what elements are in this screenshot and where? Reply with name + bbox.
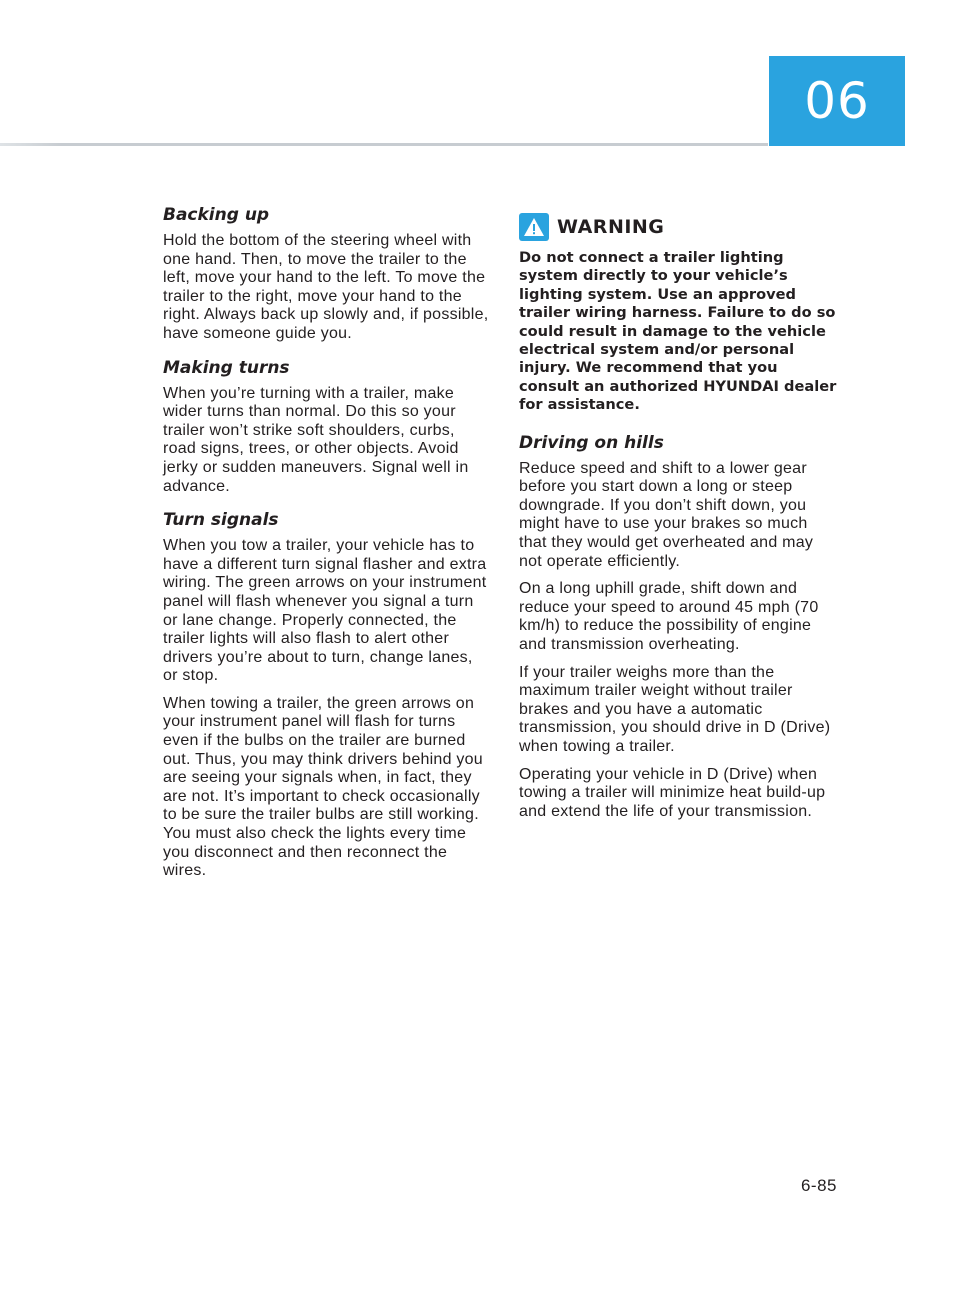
paragraph: Reduce speed and shift to a lower gear before you start down a long or steep downgrade. If you don’t shift down, you might have to use your brakes so much that they would get overheated and may not operate efficiently. xyxy=(519,459,814,570)
heading-turn-signals: Turn signals xyxy=(163,510,279,531)
section-backing-up xyxy=(163,205,489,344)
section-turn-signals xyxy=(163,510,489,881)
warning-box xyxy=(519,213,839,415)
header-rule xyxy=(0,143,768,146)
left-column xyxy=(163,205,489,895)
paragraph: If your trailer weighs more than the maximum trailer weight without trailer brakes and you have a automatic transmission, you should drive in D (Drive) when towing a trailer. xyxy=(519,663,831,755)
warning-triangle-icon xyxy=(519,213,549,241)
heading-driving-on-hills: Driving on hills xyxy=(519,432,664,453)
paragraph: On a long uphill grade, shift down and reduce your speed to around 45 mph (70 km/h) to reduce the possibility of engine and transmission overheating. xyxy=(519,580,819,653)
warning-title: WARNING xyxy=(557,216,665,238)
heading-backing-up: Backing up xyxy=(163,205,270,225)
section-making-turns xyxy=(163,358,489,497)
warning-header xyxy=(519,213,839,241)
paragraph: When you tow a trailer, your vehicle has to have a different turn signal flasher and extra wiring. The green arrows on your instrument panel will flash whenever you signal a turn or lane change. Properly connected, the trailer lights will also flash to alert other drivers you’re about to turn, change lanes, or stop. xyxy=(163,537,487,685)
warning-text: Do not connect a trailer lighting system directly to your vehicle’s lighting system. Use an approved trailer wiring harness. Failure to do so could result in damage to the vehicle electrical system and/or personal injury. We recommend that you consult an authorized HYUNDAI dealer for assistance. xyxy=(519,249,837,414)
paragraph: Operating your vehicle in D (Drive) when towing a trailer will minimize heat build-up and extend the life of your transmission. xyxy=(519,765,826,820)
right-column xyxy=(519,205,839,835)
paragraph: When towing a trailer, the green arrows on your instrument panel will flash for turns even if the bulbs on the trailer are burned out. Thus, you may think drivers behind you are seeing your signals when, in fact, they are not. It’s important to check occasionally to be sure the trailer bulbs are still working. You must also check the lights every time you disconnect and then reconnect the wires. xyxy=(163,694,483,880)
heading-making-turns: Making turns xyxy=(163,357,290,378)
page-number: 6-85 xyxy=(800,1176,837,1195)
chapter-tab: 06 xyxy=(769,56,905,146)
paragraph: When you’re turning with a trailer, make wider turns than normal. Do this so your trailer won’t strike soft shoulders, curbs, road signs, trees, or other objects. Avoid jerky or sudden maneuvers. Signal well in advance. xyxy=(163,384,469,495)
paragraph: Hold the bottom of the steering wheel with one hand. Then, to move the trailer to the left, move your hand to the left. To move the trailer to the right, move your hand to the right. Always back up slowly and, if possible, have someone guide you. xyxy=(163,232,489,342)
section-driving-on-hills xyxy=(519,433,839,822)
